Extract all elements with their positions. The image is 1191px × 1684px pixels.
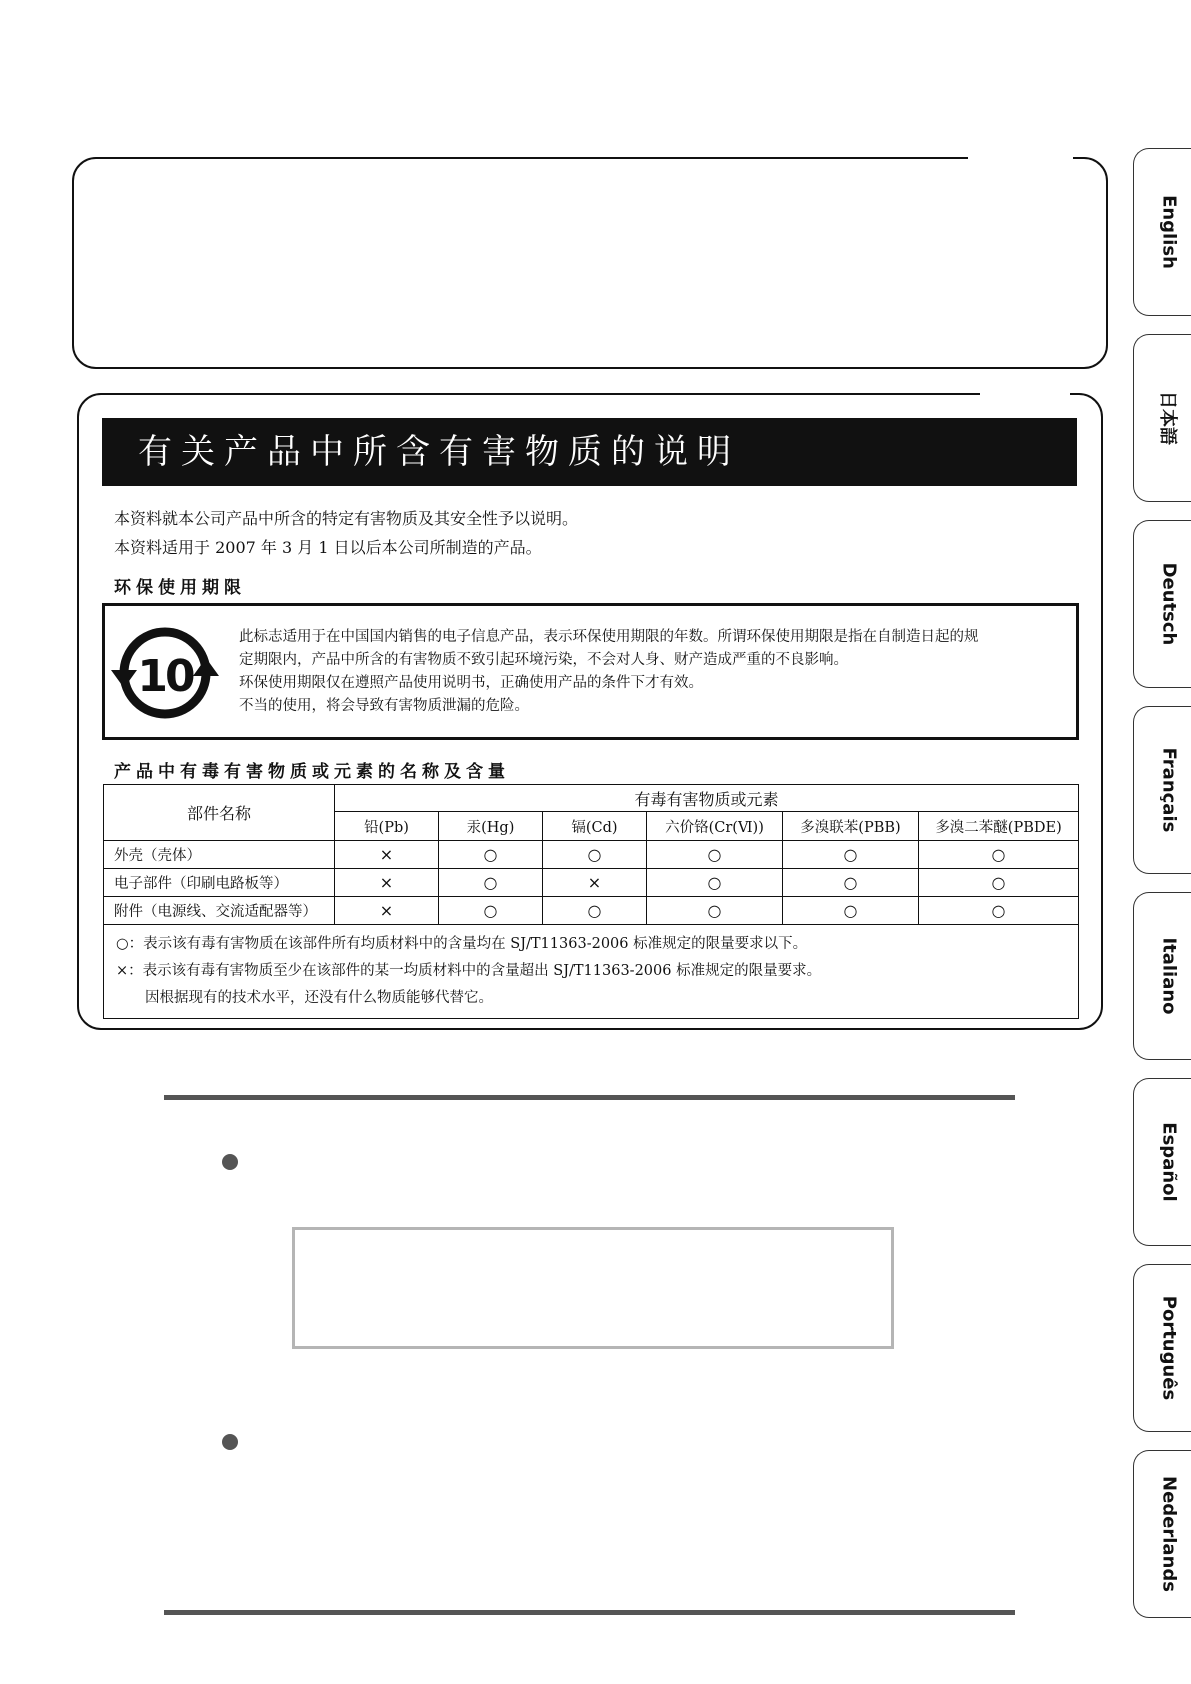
- top-frame: [72, 157, 1108, 369]
- tab-japanese[interactable]: [1133, 334, 1191, 502]
- tab-espanol[interactable]: [1133, 1078, 1191, 1246]
- table-notes: [104, 925, 1079, 1019]
- table-row: [104, 869, 1079, 897]
- mark-cell: ○: [543, 897, 647, 925]
- mark-cell: ○: [543, 841, 647, 869]
- tab-label: Deutsch: [1158, 562, 1179, 646]
- column-header: 多溴联苯(PBB): [783, 812, 919, 841]
- note-line: 因根据现有的技术水平，还没有什么物质能够代替它。: [116, 990, 493, 1006]
- tab-label: Português: [1158, 1295, 1179, 1401]
- mark-cell: ○: [919, 841, 1079, 869]
- tab-label: Español: [1158, 1122, 1179, 1202]
- substance-table: [103, 784, 1079, 1019]
- mark-cell: ○: [439, 841, 543, 869]
- table-row: [104, 841, 1079, 869]
- mark-cell: ○: [439, 897, 543, 925]
- section-title-bar: [102, 418, 1077, 486]
- mark-cell: ○: [439, 869, 543, 897]
- mark-cell: ○: [647, 869, 783, 897]
- divider-top: [164, 1095, 1015, 1100]
- mark-cell: ○: [919, 869, 1079, 897]
- table-heading: 产品中有毒有害物质或元素的名称及含量: [114, 762, 510, 782]
- note-line: ○：表示该有毒有害物质在该部件所有均质材料中的含量均在 SJ/T11363-2006 标准规定的限量要求以下。: [116, 936, 808, 952]
- mark-cell: ○: [647, 841, 783, 869]
- substance-group-header: 有毒有害物质或元素: [335, 785, 1079, 812]
- tab-label: Italiano: [1158, 937, 1179, 1015]
- part-cell: 外壳（壳体）: [104, 841, 335, 869]
- intro-line: 本资料适用于 2007 年 3 月 1 日以后本公司所制造的产品。: [114, 538, 542, 557]
- divider-bottom: [164, 1610, 1015, 1615]
- tab-label: Nederlands: [1158, 1476, 1179, 1592]
- tab-english[interactable]: [1133, 148, 1191, 316]
- note-line: ×：表示该有毒有害物质至少在该部件的某一均质材料中的含量超出 SJ/T11363-2006 标准规定的限量要求。: [116, 963, 822, 979]
- column-header: 六价铬(Cr(Ⅵ)): [647, 812, 783, 841]
- table-row: [104, 897, 1079, 925]
- mark-cell: ○: [783, 841, 919, 869]
- mark-cell: ×: [335, 897, 439, 925]
- period-box: [102, 603, 1079, 740]
- tab-portugues[interactable]: [1133, 1264, 1191, 1432]
- bullet-icon: [222, 1154, 238, 1170]
- period-line: 环保使用期限仅在遵照产品使用说明书，正确使用产品的条件下才有效。: [239, 675, 703, 691]
- period-line: 不当的使用，将会导致有害物质泄漏的危险。: [239, 698, 529, 714]
- period-line: 此标志适用于在中国国内销售的电子信息产品，表示环保使用期限的年数。所谓环保使用期限是指在自制造日起的规: [239, 629, 979, 645]
- column-header: 镉(Cd): [543, 812, 647, 841]
- part-name-header: 部件名称: [104, 785, 335, 841]
- top-frame-gap: [968, 150, 1073, 162]
- period-heading: 环保使用期限: [114, 578, 246, 598]
- tab-italiano[interactable]: [1133, 892, 1191, 1060]
- tab-label: Français: [1158, 747, 1179, 833]
- intro-text: [114, 504, 578, 562]
- blank-gray-box: [292, 1227, 894, 1349]
- logo-number: 10: [137, 651, 193, 702]
- tab-label: 日本語: [1156, 391, 1178, 445]
- column-header: 多溴二苯醚(PBDE): [919, 812, 1079, 841]
- period-line: 定期限内，产品中所含的有害物质不致引起环境污染，不会对人身、财产造成严重的不良影响。: [239, 652, 848, 668]
- hazard-frame-gap: [980, 386, 1070, 398]
- mark-cell: ○: [783, 897, 919, 925]
- column-header: 铅(Pb): [335, 812, 439, 841]
- section-title: 有关产品中所含有害物质的说明: [138, 432, 740, 472]
- mark-cell: ○: [783, 869, 919, 897]
- mark-cell: ×: [335, 869, 439, 897]
- period-description: [239, 626, 1054, 718]
- environmental-period-logo-icon: [109, 618, 221, 728]
- mark-cell: ×: [543, 869, 647, 897]
- intro-line: 本资料就本公司产品中所含的特定有害物质及其安全性予以说明。: [114, 509, 579, 528]
- tab-label: English: [1158, 195, 1179, 269]
- notes-row: [104, 925, 1079, 1019]
- part-cell: 电子部件（印刷电路板等）: [104, 869, 335, 897]
- column-header: 汞(Hg): [439, 812, 543, 841]
- part-cell: 附件（电源线、交流适配器等）: [104, 897, 335, 925]
- bullet-icon: [222, 1434, 238, 1450]
- mark-cell: ×: [335, 841, 439, 869]
- mark-cell: ○: [919, 897, 1079, 925]
- tab-francais[interactable]: [1133, 706, 1191, 874]
- tab-nederlands[interactable]: [1133, 1450, 1191, 1618]
- tab-deutsch[interactable]: [1133, 520, 1191, 688]
- mark-cell: ○: [647, 897, 783, 925]
